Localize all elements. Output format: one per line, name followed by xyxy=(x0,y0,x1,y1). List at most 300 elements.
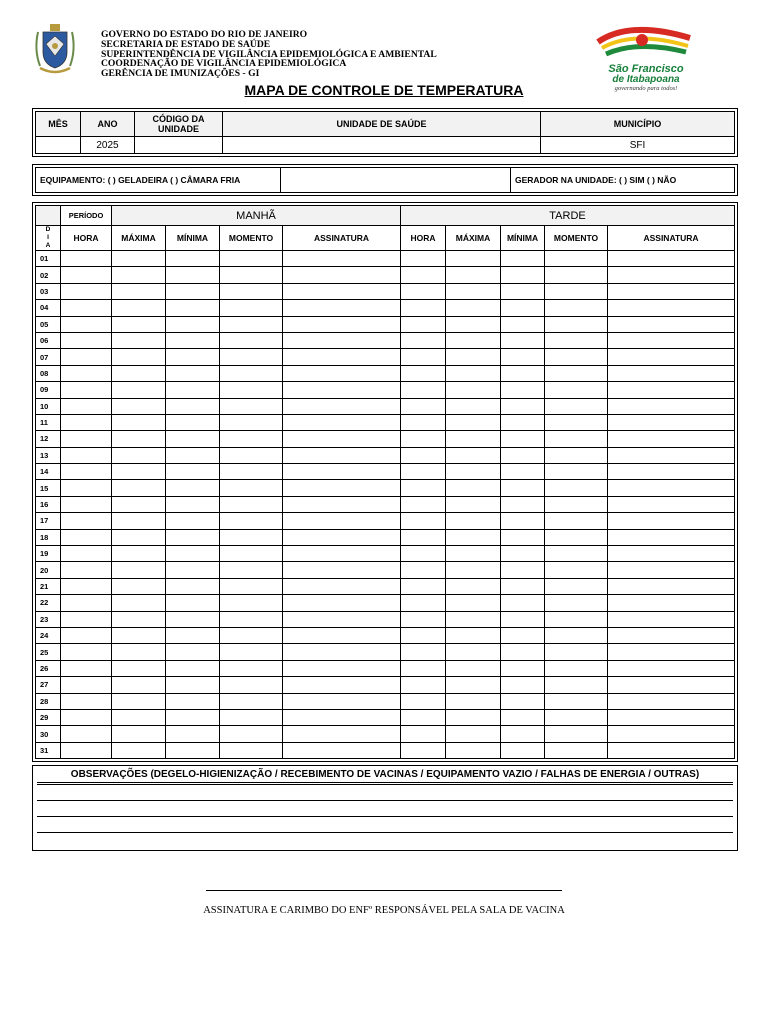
morning-min-cell[interactable] xyxy=(166,431,220,447)
afternoon-hour-cell[interactable] xyxy=(401,414,446,430)
morning-min-cell[interactable] xyxy=(166,251,220,267)
morning-signature-cell[interactable] xyxy=(283,644,401,660)
morning-min-cell[interactable] xyxy=(166,414,220,430)
morning-max-cell[interactable] xyxy=(112,693,166,709)
afternoon-min-cell[interactable] xyxy=(501,611,545,627)
morning-hour-cell[interactable] xyxy=(61,332,112,348)
afternoon-min-cell[interactable] xyxy=(501,513,545,529)
morning-hour-cell[interactable] xyxy=(61,349,112,365)
morning-signature-cell[interactable] xyxy=(283,546,401,562)
morning-max-cell[interactable] xyxy=(112,300,166,316)
morning-hour-cell[interactable] xyxy=(61,480,112,496)
afternoon-min-cell[interactable] xyxy=(501,349,545,365)
morning-moment-cell[interactable] xyxy=(220,562,283,578)
afternoon-min-cell[interactable] xyxy=(501,414,545,430)
morning-signature-cell[interactable] xyxy=(283,627,401,643)
health-unit-field[interactable] xyxy=(223,137,541,154)
morning-signature-cell[interactable] xyxy=(283,398,401,414)
afternoon-moment-cell[interactable] xyxy=(545,414,608,430)
afternoon-moment-cell[interactable] xyxy=(545,562,608,578)
afternoon-min-cell[interactable] xyxy=(501,677,545,693)
afternoon-moment-cell[interactable] xyxy=(545,300,608,316)
afternoon-min-cell[interactable] xyxy=(501,480,545,496)
afternoon-max-cell[interactable] xyxy=(446,627,501,643)
morning-moment-cell[interactable] xyxy=(220,414,283,430)
afternoon-max-cell[interactable] xyxy=(446,529,501,545)
afternoon-max-cell[interactable] xyxy=(446,611,501,627)
morning-signature-cell[interactable] xyxy=(283,595,401,611)
afternoon-signature-cell[interactable] xyxy=(608,660,735,676)
morning-min-cell[interactable] xyxy=(166,332,220,348)
morning-moment-cell[interactable] xyxy=(220,595,283,611)
afternoon-moment-cell[interactable] xyxy=(545,627,608,643)
morning-min-cell[interactable] xyxy=(166,546,220,562)
afternoon-min-cell[interactable] xyxy=(501,267,545,283)
afternoon-hour-cell[interactable] xyxy=(401,496,446,512)
morning-signature-cell[interactable] xyxy=(283,677,401,693)
afternoon-max-cell[interactable] xyxy=(446,267,501,283)
afternoon-hour-cell[interactable] xyxy=(401,398,446,414)
morning-max-cell[interactable] xyxy=(112,644,166,660)
morning-moment-cell[interactable] xyxy=(220,251,283,267)
afternoon-moment-cell[interactable] xyxy=(545,349,608,365)
afternoon-max-cell[interactable] xyxy=(446,431,501,447)
morning-moment-cell[interactable] xyxy=(220,447,283,463)
morning-signature-cell[interactable] xyxy=(283,316,401,332)
morning-max-cell[interactable] xyxy=(112,316,166,332)
afternoon-min-cell[interactable] xyxy=(501,709,545,725)
afternoon-moment-cell[interactable] xyxy=(545,464,608,480)
municipality-field[interactable]: SFI xyxy=(541,137,735,154)
morning-hour-cell[interactable] xyxy=(61,316,112,332)
morning-hour-cell[interactable] xyxy=(61,251,112,267)
morning-signature-cell[interactable] xyxy=(283,693,401,709)
morning-signature-cell[interactable] xyxy=(283,267,401,283)
afternoon-hour-cell[interactable] xyxy=(401,578,446,594)
morning-min-cell[interactable] xyxy=(166,627,220,643)
morning-signature-cell[interactable] xyxy=(283,611,401,627)
morning-hour-cell[interactable] xyxy=(61,464,112,480)
morning-max-cell[interactable] xyxy=(112,660,166,676)
morning-min-cell[interactable] xyxy=(166,693,220,709)
morning-min-cell[interactable] xyxy=(166,398,220,414)
afternoon-min-cell[interactable] xyxy=(501,332,545,348)
morning-signature-cell[interactable] xyxy=(283,283,401,299)
morning-moment-cell[interactable] xyxy=(220,709,283,725)
morning-moment-cell[interactable] xyxy=(220,267,283,283)
morning-max-cell[interactable] xyxy=(112,677,166,693)
morning-hour-cell[interactable] xyxy=(61,267,112,283)
afternoon-min-cell[interactable] xyxy=(501,431,545,447)
morning-min-cell[interactable] xyxy=(166,660,220,676)
afternoon-min-cell[interactable] xyxy=(501,693,545,709)
afternoon-hour-cell[interactable] xyxy=(401,660,446,676)
afternoon-signature-cell[interactable] xyxy=(608,529,735,545)
afternoon-hour-cell[interactable] xyxy=(401,365,446,381)
observation-line[interactable] xyxy=(37,785,733,801)
morning-moment-cell[interactable] xyxy=(220,332,283,348)
morning-moment-cell[interactable] xyxy=(220,742,283,758)
morning-max-cell[interactable] xyxy=(112,742,166,758)
morning-hour-cell[interactable] xyxy=(61,578,112,594)
morning-signature-cell[interactable] xyxy=(283,349,401,365)
morning-hour-cell[interactable] xyxy=(61,414,112,430)
morning-min-cell[interactable] xyxy=(166,578,220,594)
morning-min-cell[interactable] xyxy=(166,644,220,660)
morning-signature-cell[interactable] xyxy=(283,496,401,512)
afternoon-hour-cell[interactable] xyxy=(401,742,446,758)
afternoon-min-cell[interactable] xyxy=(501,529,545,545)
afternoon-hour-cell[interactable] xyxy=(401,726,446,742)
afternoon-min-cell[interactable] xyxy=(501,316,545,332)
morning-signature-cell[interactable] xyxy=(283,382,401,398)
afternoon-signature-cell[interactable] xyxy=(608,742,735,758)
afternoon-hour-cell[interactable] xyxy=(401,513,446,529)
afternoon-min-cell[interactable] xyxy=(501,251,545,267)
morning-max-cell[interactable] xyxy=(112,595,166,611)
morning-signature-cell[interactable] xyxy=(283,414,401,430)
afternoon-signature-cell[interactable] xyxy=(608,546,735,562)
afternoon-hour-cell[interactable] xyxy=(401,595,446,611)
afternoon-max-cell[interactable] xyxy=(446,251,501,267)
morning-max-cell[interactable] xyxy=(112,546,166,562)
afternoon-hour-cell[interactable] xyxy=(401,464,446,480)
afternoon-moment-cell[interactable] xyxy=(545,693,608,709)
morning-moment-cell[interactable] xyxy=(220,726,283,742)
morning-min-cell[interactable] xyxy=(166,349,220,365)
equipment-blank-field[interactable] xyxy=(281,168,511,193)
morning-moment-cell[interactable] xyxy=(220,464,283,480)
afternoon-max-cell[interactable] xyxy=(446,464,501,480)
morning-hour-cell[interactable] xyxy=(61,562,112,578)
morning-max-cell[interactable] xyxy=(112,447,166,463)
afternoon-moment-cell[interactable] xyxy=(545,644,608,660)
afternoon-min-cell[interactable] xyxy=(501,644,545,660)
afternoon-moment-cell[interactable] xyxy=(545,480,608,496)
afternoon-min-cell[interactable] xyxy=(501,595,545,611)
afternoon-signature-cell[interactable] xyxy=(608,627,735,643)
morning-min-cell[interactable] xyxy=(166,595,220,611)
morning-max-cell[interactable] xyxy=(112,611,166,627)
afternoon-min-cell[interactable] xyxy=(501,382,545,398)
morning-hour-cell[interactable] xyxy=(61,365,112,381)
afternoon-hour-cell[interactable] xyxy=(401,447,446,463)
afternoon-signature-cell[interactable] xyxy=(608,709,735,725)
afternoon-min-cell[interactable] xyxy=(501,660,545,676)
afternoon-signature-cell[interactable] xyxy=(608,611,735,627)
afternoon-hour-cell[interactable] xyxy=(401,382,446,398)
morning-min-cell[interactable] xyxy=(166,300,220,316)
afternoon-moment-cell[interactable] xyxy=(545,267,608,283)
morning-min-cell[interactable] xyxy=(166,742,220,758)
morning-max-cell[interactable] xyxy=(112,414,166,430)
morning-hour-cell[interactable] xyxy=(61,660,112,676)
morning-hour-cell[interactable] xyxy=(61,513,112,529)
morning-moment-cell[interactable] xyxy=(220,677,283,693)
afternoon-max-cell[interactable] xyxy=(446,578,501,594)
month-field[interactable] xyxy=(36,137,81,154)
morning-moment-cell[interactable] xyxy=(220,283,283,299)
afternoon-max-cell[interactable] xyxy=(446,644,501,660)
morning-signature-cell[interactable] xyxy=(283,529,401,545)
afternoon-min-cell[interactable] xyxy=(501,562,545,578)
generator-field[interactable]: GERADOR NA UNIDADE: ( ) SIM ( ) NÃO xyxy=(511,168,735,193)
morning-moment-cell[interactable] xyxy=(220,349,283,365)
afternoon-hour-cell[interactable] xyxy=(401,562,446,578)
afternoon-max-cell[interactable] xyxy=(446,726,501,742)
morning-moment-cell[interactable] xyxy=(220,578,283,594)
morning-hour-cell[interactable] xyxy=(61,677,112,693)
afternoon-hour-cell[interactable] xyxy=(401,546,446,562)
morning-hour-cell[interactable] xyxy=(61,447,112,463)
afternoon-max-cell[interactable] xyxy=(446,365,501,381)
afternoon-signature-cell[interactable] xyxy=(608,316,735,332)
afternoon-min-cell[interactable] xyxy=(501,300,545,316)
afternoon-max-cell[interactable] xyxy=(446,447,501,463)
morning-min-cell[interactable] xyxy=(166,283,220,299)
afternoon-max-cell[interactable] xyxy=(446,283,501,299)
afternoon-signature-cell[interactable] xyxy=(608,578,735,594)
morning-min-cell[interactable] xyxy=(166,496,220,512)
afternoon-signature-cell[interactable] xyxy=(608,677,735,693)
afternoon-signature-cell[interactable] xyxy=(608,332,735,348)
morning-max-cell[interactable] xyxy=(112,398,166,414)
morning-min-cell[interactable] xyxy=(166,726,220,742)
morning-min-cell[interactable] xyxy=(166,382,220,398)
morning-min-cell[interactable] xyxy=(166,316,220,332)
morning-signature-cell[interactable] xyxy=(283,447,401,463)
morning-signature-cell[interactable] xyxy=(283,742,401,758)
afternoon-min-cell[interactable] xyxy=(501,365,545,381)
afternoon-hour-cell[interactable] xyxy=(401,316,446,332)
afternoon-signature-cell[interactable] xyxy=(608,496,735,512)
morning-moment-cell[interactable] xyxy=(220,496,283,512)
morning-min-cell[interactable] xyxy=(166,480,220,496)
year-field[interactable]: 2025 xyxy=(81,137,135,154)
morning-moment-cell[interactable] xyxy=(220,546,283,562)
morning-max-cell[interactable] xyxy=(112,562,166,578)
morning-moment-cell[interactable] xyxy=(220,365,283,381)
morning-moment-cell[interactable] xyxy=(220,300,283,316)
morning-hour-cell[interactable] xyxy=(61,382,112,398)
afternoon-moment-cell[interactable] xyxy=(545,332,608,348)
afternoon-hour-cell[interactable] xyxy=(401,709,446,725)
afternoon-signature-cell[interactable] xyxy=(608,513,735,529)
afternoon-min-cell[interactable] xyxy=(501,447,545,463)
afternoon-signature-cell[interactable] xyxy=(608,693,735,709)
afternoon-signature-cell[interactable] xyxy=(608,398,735,414)
morning-moment-cell[interactable] xyxy=(220,611,283,627)
morning-max-cell[interactable] xyxy=(112,267,166,283)
morning-hour-cell[interactable] xyxy=(61,595,112,611)
morning-signature-cell[interactable] xyxy=(283,562,401,578)
morning-moment-cell[interactable] xyxy=(220,660,283,676)
morning-max-cell[interactable] xyxy=(112,709,166,725)
morning-min-cell[interactable] xyxy=(166,529,220,545)
morning-hour-cell[interactable] xyxy=(61,431,112,447)
afternoon-signature-cell[interactable] xyxy=(608,349,735,365)
afternoon-moment-cell[interactable] xyxy=(545,677,608,693)
afternoon-hour-cell[interactable] xyxy=(401,332,446,348)
morning-signature-cell[interactable] xyxy=(283,332,401,348)
morning-hour-cell[interactable] xyxy=(61,709,112,725)
morning-hour-cell[interactable] xyxy=(61,726,112,742)
morning-hour-cell[interactable] xyxy=(61,611,112,627)
morning-max-cell[interactable] xyxy=(112,578,166,594)
morning-signature-cell[interactable] xyxy=(283,251,401,267)
morning-min-cell[interactable] xyxy=(166,447,220,463)
afternoon-hour-cell[interactable] xyxy=(401,677,446,693)
afternoon-max-cell[interactable] xyxy=(446,480,501,496)
morning-hour-cell[interactable] xyxy=(61,627,112,643)
morning-signature-cell[interactable] xyxy=(283,578,401,594)
afternoon-min-cell[interactable] xyxy=(501,496,545,512)
afternoon-moment-cell[interactable] xyxy=(545,316,608,332)
afternoon-max-cell[interactable] xyxy=(446,513,501,529)
morning-signature-cell[interactable] xyxy=(283,464,401,480)
afternoon-max-cell[interactable] xyxy=(446,562,501,578)
afternoon-signature-cell[interactable] xyxy=(608,267,735,283)
afternoon-max-cell[interactable] xyxy=(446,349,501,365)
afternoon-hour-cell[interactable] xyxy=(401,300,446,316)
morning-max-cell[interactable] xyxy=(112,464,166,480)
afternoon-hour-cell[interactable] xyxy=(401,611,446,627)
afternoon-min-cell[interactable] xyxy=(501,464,545,480)
afternoon-max-cell[interactable] xyxy=(446,742,501,758)
afternoon-moment-cell[interactable] xyxy=(545,709,608,725)
afternoon-max-cell[interactable] xyxy=(446,546,501,562)
afternoon-moment-cell[interactable] xyxy=(545,578,608,594)
afternoon-signature-cell[interactable] xyxy=(608,447,735,463)
morning-moment-cell[interactable] xyxy=(220,693,283,709)
morning-min-cell[interactable] xyxy=(166,365,220,381)
morning-hour-cell[interactable] xyxy=(61,300,112,316)
morning-signature-cell[interactable] xyxy=(283,365,401,381)
morning-max-cell[interactable] xyxy=(112,283,166,299)
afternoon-signature-cell[interactable] xyxy=(608,365,735,381)
afternoon-moment-cell[interactable] xyxy=(545,431,608,447)
morning-min-cell[interactable] xyxy=(166,267,220,283)
morning-moment-cell[interactable] xyxy=(220,627,283,643)
afternoon-min-cell[interactable] xyxy=(501,283,545,299)
afternoon-max-cell[interactable] xyxy=(446,398,501,414)
afternoon-min-cell[interactable] xyxy=(501,546,545,562)
morning-signature-cell[interactable] xyxy=(283,726,401,742)
observation-line[interactable] xyxy=(37,833,733,848)
afternoon-moment-cell[interactable] xyxy=(545,611,608,627)
morning-min-cell[interactable] xyxy=(166,562,220,578)
afternoon-hour-cell[interactable] xyxy=(401,283,446,299)
morning-hour-cell[interactable] xyxy=(61,644,112,660)
afternoon-max-cell[interactable] xyxy=(446,693,501,709)
morning-max-cell[interactable] xyxy=(112,365,166,381)
afternoon-signature-cell[interactable] xyxy=(608,414,735,430)
morning-signature-cell[interactable] xyxy=(283,513,401,529)
morning-min-cell[interactable] xyxy=(166,464,220,480)
morning-max-cell[interactable] xyxy=(112,627,166,643)
afternoon-moment-cell[interactable] xyxy=(545,546,608,562)
morning-min-cell[interactable] xyxy=(166,611,220,627)
afternoon-min-cell[interactable] xyxy=(501,627,545,643)
afternoon-signature-cell[interactable] xyxy=(608,562,735,578)
afternoon-signature-cell[interactable] xyxy=(608,251,735,267)
afternoon-hour-cell[interactable] xyxy=(401,349,446,365)
afternoon-min-cell[interactable] xyxy=(501,742,545,758)
morning-hour-cell[interactable] xyxy=(61,693,112,709)
afternoon-signature-cell[interactable] xyxy=(608,300,735,316)
afternoon-signature-cell[interactable] xyxy=(608,644,735,660)
morning-max-cell[interactable] xyxy=(112,513,166,529)
afternoon-signature-cell[interactable] xyxy=(608,464,735,480)
afternoon-hour-cell[interactable] xyxy=(401,644,446,660)
afternoon-signature-cell[interactable] xyxy=(608,283,735,299)
afternoon-hour-cell[interactable] xyxy=(401,267,446,283)
afternoon-hour-cell[interactable] xyxy=(401,693,446,709)
morning-max-cell[interactable] xyxy=(112,251,166,267)
morning-moment-cell[interactable] xyxy=(220,480,283,496)
morning-min-cell[interactable] xyxy=(166,677,220,693)
afternoon-hour-cell[interactable] xyxy=(401,480,446,496)
afternoon-signature-cell[interactable] xyxy=(608,431,735,447)
afternoon-moment-cell[interactable] xyxy=(545,447,608,463)
afternoon-hour-cell[interactable] xyxy=(401,251,446,267)
afternoon-moment-cell[interactable] xyxy=(545,726,608,742)
afternoon-moment-cell[interactable] xyxy=(545,382,608,398)
afternoon-min-cell[interactable] xyxy=(501,726,545,742)
morning-signature-cell[interactable] xyxy=(283,709,401,725)
afternoon-max-cell[interactable] xyxy=(446,332,501,348)
afternoon-hour-cell[interactable] xyxy=(401,627,446,643)
morning-hour-cell[interactable] xyxy=(61,496,112,512)
afternoon-moment-cell[interactable] xyxy=(545,742,608,758)
afternoon-min-cell[interactable] xyxy=(501,398,545,414)
signature-line[interactable] xyxy=(206,890,562,891)
morning-moment-cell[interactable] xyxy=(220,644,283,660)
afternoon-hour-cell[interactable] xyxy=(401,431,446,447)
afternoon-hour-cell[interactable] xyxy=(401,529,446,545)
afternoon-max-cell[interactable] xyxy=(446,709,501,725)
morning-max-cell[interactable] xyxy=(112,726,166,742)
afternoon-max-cell[interactable] xyxy=(446,414,501,430)
morning-hour-cell[interactable] xyxy=(61,283,112,299)
morning-min-cell[interactable] xyxy=(166,513,220,529)
afternoon-signature-cell[interactable] xyxy=(608,595,735,611)
morning-max-cell[interactable] xyxy=(112,332,166,348)
morning-hour-cell[interactable] xyxy=(61,529,112,545)
observation-line[interactable] xyxy=(37,801,733,817)
afternoon-moment-cell[interactable] xyxy=(545,595,608,611)
morning-signature-cell[interactable] xyxy=(283,300,401,316)
morning-signature-cell[interactable] xyxy=(283,660,401,676)
morning-max-cell[interactable] xyxy=(112,496,166,512)
afternoon-signature-cell[interactable] xyxy=(608,480,735,496)
morning-hour-cell[interactable] xyxy=(61,742,112,758)
morning-max-cell[interactable] xyxy=(112,349,166,365)
afternoon-moment-cell[interactable] xyxy=(545,513,608,529)
morning-moment-cell[interactable] xyxy=(220,431,283,447)
afternoon-max-cell[interactable] xyxy=(446,595,501,611)
afternoon-max-cell[interactable] xyxy=(446,316,501,332)
observation-line[interactable] xyxy=(37,817,733,833)
afternoon-moment-cell[interactable] xyxy=(545,283,608,299)
morning-hour-cell[interactable] xyxy=(61,398,112,414)
afternoon-max-cell[interactable] xyxy=(446,496,501,512)
morning-max-cell[interactable] xyxy=(112,480,166,496)
afternoon-min-cell[interactable] xyxy=(501,578,545,594)
morning-max-cell[interactable] xyxy=(112,431,166,447)
morning-moment-cell[interactable] xyxy=(220,398,283,414)
morning-min-cell[interactable] xyxy=(166,709,220,725)
